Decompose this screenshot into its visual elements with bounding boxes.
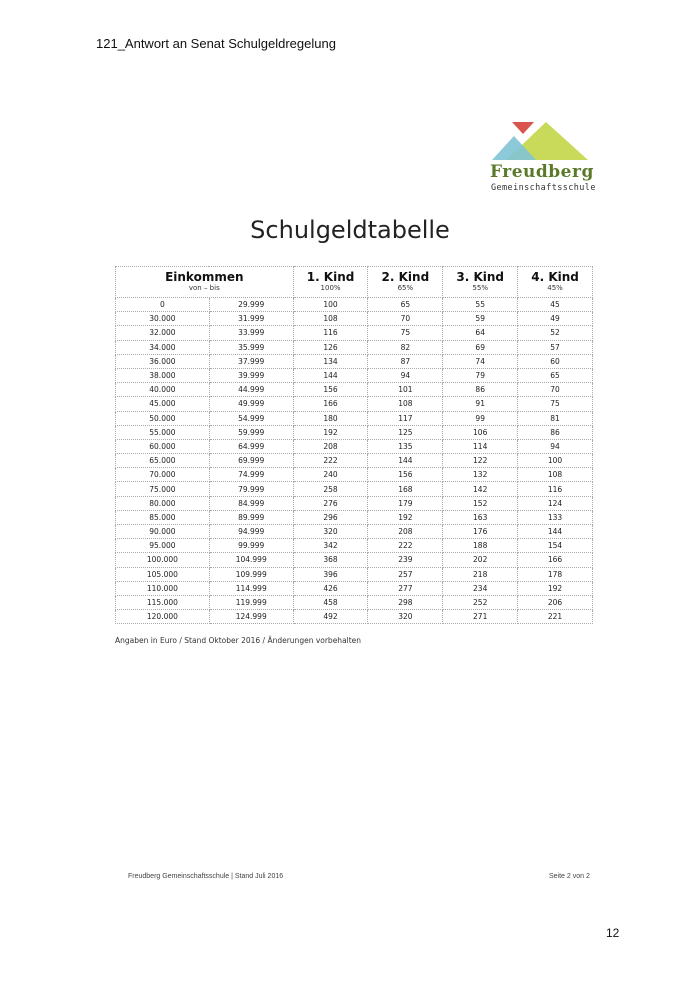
header-label: 4. Kind <box>531 270 579 285</box>
fee-child-3-cell: 218 <box>443 567 518 581</box>
fee-child-3-cell: 122 <box>443 454 518 468</box>
fee-child-1-cell: 134 <box>293 354 368 368</box>
income-from-cell: 100.000 <box>116 553 210 567</box>
table-row <box>116 553 593 567</box>
fee-child-4-cell: 65 <box>518 368 593 382</box>
table-row <box>116 397 593 411</box>
fee-child-3-cell: 64 <box>443 326 518 340</box>
fee-child-4-cell: 166 <box>518 553 593 567</box>
fee-child-2-cell: 320 <box>368 610 443 624</box>
fee-child-2-cell: 65 <box>368 298 443 312</box>
fee-child-2-cell: 168 <box>368 482 443 496</box>
fee-child-2-cell: 239 <box>368 553 443 567</box>
income-from-cell: 85.000 <box>116 510 210 524</box>
fee-child-3-cell: 152 <box>443 496 518 510</box>
fee-child-1-cell: 100 <box>293 298 368 312</box>
income-from-cell: 40.000 <box>116 383 210 397</box>
fee-child-1-cell: 208 <box>293 439 368 453</box>
fee-child-2-cell: 156 <box>368 468 443 482</box>
fee-child-1-cell: 180 <box>293 411 368 425</box>
income-to-cell: 119.999 <box>209 595 293 609</box>
table-footnote: Angaben in Euro / Stand Oktober 2016 / Änderungen vorbehalten <box>115 636 362 645</box>
fee-child-4-cell: 116 <box>518 482 593 496</box>
table-row <box>116 425 593 439</box>
header-child-2 <box>368 267 443 298</box>
logo-school-name: Freudberg <box>490 162 594 182</box>
fee-child-2-cell: 70 <box>368 312 443 326</box>
fee-child-1-cell: 458 <box>293 595 368 609</box>
table-header-row <box>116 267 593 298</box>
income-from-cell: 30.000 <box>116 312 210 326</box>
fee-child-2-cell: 82 <box>368 340 443 354</box>
income-to-cell: 64.999 <box>209 439 293 453</box>
fee-child-3-cell: 114 <box>443 439 518 453</box>
fee-child-3-cell: 79 <box>443 368 518 382</box>
income-to-cell: 44.999 <box>209 383 293 397</box>
header-sublabel: 55% <box>472 284 488 293</box>
school-logo <box>488 118 598 200</box>
income-from-cell: 110.000 <box>116 581 210 595</box>
fee-child-3-cell: 132 <box>443 468 518 482</box>
logo-triangles-icon <box>488 118 598 162</box>
fee-child-3-cell: 99 <box>443 411 518 425</box>
income-from-cell: 55.000 <box>116 425 210 439</box>
header-child-3 <box>443 267 518 298</box>
fee-child-1-cell: 156 <box>293 383 368 397</box>
header-sublabel: von – bis <box>188 284 220 293</box>
income-to-cell: 35.999 <box>209 340 293 354</box>
fee-child-3-cell: 202 <box>443 553 518 567</box>
fee-child-3-cell: 271 <box>443 610 518 624</box>
table-row <box>116 368 593 382</box>
fee-child-4-cell: 49 <box>518 312 593 326</box>
income-from-cell: 105.000 <box>116 567 210 581</box>
fee-child-4-cell: 133 <box>518 510 593 524</box>
fee-child-1-cell: 116 <box>293 326 368 340</box>
fee-child-2-cell: 108 <box>368 397 443 411</box>
header-label: 1. Kind <box>306 270 355 285</box>
footer-page-info: Seite 2 von 2 <box>549 873 590 880</box>
header-label: Einkommen <box>165 270 244 285</box>
table-row <box>116 525 593 539</box>
table-row <box>116 539 593 553</box>
fee-child-3-cell: 69 <box>443 340 518 354</box>
income-from-cell: 38.000 <box>116 368 210 382</box>
fee-child-4-cell: 178 <box>518 567 593 581</box>
fee-child-4-cell: 94 <box>518 439 593 453</box>
income-to-cell: 99.999 <box>209 539 293 553</box>
income-to-cell: 39.999 <box>209 368 293 382</box>
income-from-cell: 90.000 <box>116 525 210 539</box>
income-to-cell: 94.999 <box>209 525 293 539</box>
fee-child-2-cell: 298 <box>368 595 443 609</box>
table-row <box>116 454 593 468</box>
income-from-cell: 0 <box>116 298 210 312</box>
income-to-cell: 69.999 <box>209 454 293 468</box>
fee-child-4-cell: 75 <box>518 397 593 411</box>
fee-child-3-cell: 86 <box>443 383 518 397</box>
fee-child-4-cell: 154 <box>518 539 593 553</box>
table-row <box>116 354 593 368</box>
table-row <box>116 383 593 397</box>
fee-child-3-cell: 142 <box>443 482 518 496</box>
fee-child-3-cell: 188 <box>443 539 518 553</box>
header-child-1 <box>293 267 368 298</box>
fee-child-2-cell: 117 <box>368 411 443 425</box>
fee-child-4-cell: 144 <box>518 525 593 539</box>
table-row <box>116 610 593 624</box>
fee-child-1-cell: 396 <box>293 567 368 581</box>
fee-child-4-cell: 192 <box>518 581 593 595</box>
fee-child-4-cell: 70 <box>518 383 593 397</box>
fee-child-1-cell: 240 <box>293 468 368 482</box>
table-row <box>116 411 593 425</box>
header-sublabel: 65% <box>397 284 414 293</box>
income-from-cell: 115.000 <box>116 595 210 609</box>
income-from-cell: 36.000 <box>116 354 210 368</box>
income-to-cell: 54.999 <box>209 411 293 425</box>
table-row <box>116 312 593 326</box>
income-to-cell: 31.999 <box>209 312 293 326</box>
income-from-cell: 120.000 <box>116 610 210 624</box>
fee-child-1-cell: 144 <box>293 368 368 382</box>
fee-child-3-cell: 59 <box>443 312 518 326</box>
income-to-cell: 33.999 <box>209 326 293 340</box>
fee-child-3-cell: 176 <box>443 525 518 539</box>
fee-child-1-cell: 426 <box>293 581 368 595</box>
fee-child-4-cell: 57 <box>518 340 593 354</box>
fee-child-1-cell: 166 <box>293 397 368 411</box>
fee-child-3-cell: 55 <box>443 298 518 312</box>
fee-child-1-cell: 368 <box>293 553 368 567</box>
header-child-4 <box>518 267 593 298</box>
table-row <box>116 567 593 581</box>
header-label: 2. Kind <box>381 270 430 285</box>
income-to-cell: 104.999 <box>209 553 293 567</box>
income-to-cell: 29.999 <box>209 298 293 312</box>
fee-child-4-cell: 124 <box>518 496 593 510</box>
fee-child-3-cell: 234 <box>443 581 518 595</box>
income-to-cell: 124.999 <box>209 610 293 624</box>
header-label: 3. Kind <box>456 270 505 285</box>
table-row <box>116 468 593 482</box>
income-from-cell: 50.000 <box>116 411 210 425</box>
fee-child-3-cell: 74 <box>443 354 518 368</box>
fee-child-3-cell: 163 <box>443 510 518 524</box>
fee-child-2-cell: 257 <box>368 567 443 581</box>
income-to-cell: 84.999 <box>209 496 293 510</box>
fee-child-1-cell: 108 <box>293 312 368 326</box>
page-title: Schulgeldtabelle <box>250 216 450 245</box>
income-to-cell: 79.999 <box>209 482 293 496</box>
income-to-cell: 37.999 <box>209 354 293 368</box>
table-row <box>116 298 593 312</box>
fee-child-4-cell: 108 <box>518 468 593 482</box>
fee-child-4-cell: 206 <box>518 595 593 609</box>
income-from-cell: 65.000 <box>116 454 210 468</box>
income-to-cell: 74.999 <box>209 468 293 482</box>
logo-school-subtitle: Gemeinschaftsschule <box>491 183 596 193</box>
fee-child-1-cell: 492 <box>293 610 368 624</box>
fee-child-2-cell: 87 <box>368 354 443 368</box>
table-body <box>116 298 593 624</box>
table-row <box>116 439 593 453</box>
fee-child-4-cell: 45 <box>518 298 593 312</box>
fee-child-1-cell: 222 <box>293 454 368 468</box>
fee-child-4-cell: 52 <box>518 326 593 340</box>
header-income <box>116 267 294 298</box>
tuition-fee-table <box>115 266 593 624</box>
fee-child-2-cell: 94 <box>368 368 443 382</box>
fee-child-1-cell: 126 <box>293 340 368 354</box>
fee-child-4-cell: 221 <box>518 610 593 624</box>
income-from-cell: 75.000 <box>116 482 210 496</box>
fee-child-2-cell: 144 <box>368 454 443 468</box>
fee-child-4-cell: 60 <box>518 354 593 368</box>
income-from-cell: 34.000 <box>116 340 210 354</box>
table-row <box>116 340 593 354</box>
income-to-cell: 109.999 <box>209 567 293 581</box>
table-row <box>116 581 593 595</box>
fee-child-4-cell: 86 <box>518 425 593 439</box>
fee-child-3-cell: 106 <box>443 425 518 439</box>
income-from-cell: 60.000 <box>116 439 210 453</box>
fee-child-2-cell: 75 <box>368 326 443 340</box>
fee-child-2-cell: 125 <box>368 425 443 439</box>
table-row <box>116 595 593 609</box>
fee-child-2-cell: 277 <box>368 581 443 595</box>
fee-child-1-cell: 296 <box>293 510 368 524</box>
logo-red-triangle <box>512 122 534 134</box>
fee-child-2-cell: 135 <box>368 439 443 453</box>
table-row <box>116 326 593 340</box>
income-from-cell: 32.000 <box>116 326 210 340</box>
table-row <box>116 496 593 510</box>
fee-child-4-cell: 81 <box>518 411 593 425</box>
fee-child-2-cell: 222 <box>368 539 443 553</box>
income-to-cell: 89.999 <box>209 510 293 524</box>
fee-child-1-cell: 320 <box>293 525 368 539</box>
income-to-cell: 49.999 <box>209 397 293 411</box>
fee-child-2-cell: 179 <box>368 496 443 510</box>
page-number: 12 <box>606 926 620 940</box>
fee-child-2-cell: 192 <box>368 510 443 524</box>
fee-child-2-cell: 208 <box>368 525 443 539</box>
income-from-cell: 70.000 <box>116 468 210 482</box>
income-to-cell: 59.999 <box>209 425 293 439</box>
fee-child-4-cell: 100 <box>518 454 593 468</box>
header-sublabel: 100% <box>320 284 341 293</box>
income-from-cell: 95.000 <box>116 539 210 553</box>
document-reference-note: 121_Antwort an Senat Schulgeldregelung <box>96 36 336 51</box>
fee-child-2-cell: 101 <box>368 383 443 397</box>
income-from-cell: 80.000 <box>116 496 210 510</box>
income-from-cell: 45.000 <box>116 397 210 411</box>
fee-child-1-cell: 258 <box>293 482 368 496</box>
footer-school-info: Freudberg Gemeinschaftsschule | Stand Juli 2016 <box>128 873 284 880</box>
fee-child-1-cell: 192 <box>293 425 368 439</box>
fee-child-3-cell: 252 <box>443 595 518 609</box>
fee-child-3-cell: 91 <box>443 397 518 411</box>
fee-child-1-cell: 342 <box>293 539 368 553</box>
table-row <box>116 482 593 496</box>
fee-child-1-cell: 276 <box>293 496 368 510</box>
header-sublabel: 45% <box>547 284 563 293</box>
table-row <box>116 510 593 524</box>
income-to-cell: 114.999 <box>209 581 293 595</box>
